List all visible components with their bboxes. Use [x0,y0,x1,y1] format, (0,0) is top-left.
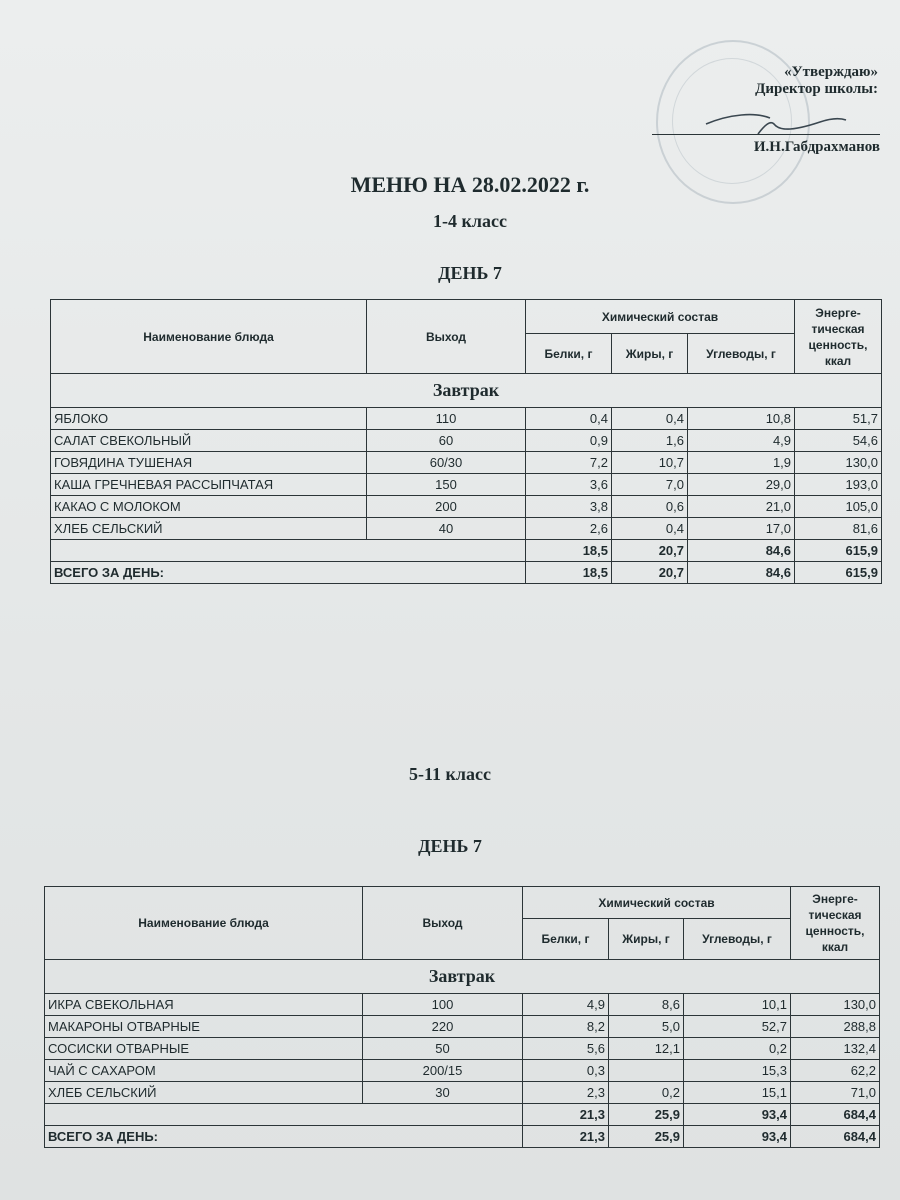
dish-protein: 0,4 [526,408,612,430]
dish-carbs: 10,1 [684,994,791,1016]
dish-name: МАКАРОНЫ ОТВАРНЫЕ [45,1016,363,1038]
dish-name: САЛАТ СВЕКОЛЬНЫЙ [51,430,367,452]
dish-kcal: 62,2 [791,1060,880,1082]
menu-table-grades-5-11 [44,886,880,1148]
dish-fat: 0,4 [612,518,688,540]
dish-protein: 8,2 [523,1016,609,1038]
dish-name: ГОВЯДИНА ТУШЕНАЯ [51,452,367,474]
grade-heading-2: 5-11 класс [409,764,491,784]
dish-name: КАКАО С МОЛОКОМ [51,496,367,518]
dish-fat: 0,2 [609,1082,684,1104]
dish-fat [609,1060,684,1082]
header-protein: Белки, г [526,334,612,374]
dish-fat: 0,6 [612,496,688,518]
dish-protein: 0,3 [523,1060,609,1082]
dish-row [45,1016,880,1038]
dish-output: 30 [363,1082,523,1104]
dish-protein: 2,3 [523,1082,609,1104]
header-dish: Наименование блюда [51,300,367,374]
dish-output: 200/15 [363,1060,523,1082]
dish-name: ХЛЕБ СЕЛЬСКИЙ [45,1082,363,1104]
header-chem: Химический состав [526,300,795,334]
header-protein: Белки, г [523,919,609,960]
dish-name: ХЛЕБ СЕЛЬСКИЙ [51,518,367,540]
dish-output: 200 [367,496,526,518]
total-protein: 21,3 [523,1126,609,1148]
total-label: ВСЕГО ЗА ДЕНЬ: [45,1126,523,1148]
subtotal-fat: 25,9 [609,1104,684,1126]
total-kcal: 684,4 [791,1126,880,1148]
approval-director-title: Директор школы: [755,81,878,97]
dish-carbs: 15,1 [684,1082,791,1104]
day-heading-1: ДЕНЬ 7 [438,263,502,283]
dish-carbs: 1,9 [688,452,795,474]
total-fat: 25,9 [609,1126,684,1148]
header-dish: Наименование блюда [45,887,363,960]
dish-row [45,1060,880,1082]
dish-protein: 0,9 [526,430,612,452]
dish-name: СОСИСКИ ОТВАРНЫЕ [45,1038,363,1060]
dish-fat: 1,6 [612,430,688,452]
total-carbs: 84,6 [688,562,795,584]
dish-row [51,408,882,430]
meal-heading: Завтрак [45,960,880,994]
meal-heading: Завтрак [51,374,882,408]
header-output: Выход [363,887,523,960]
dish-row [51,474,882,496]
total-kcal: 615,9 [795,562,882,584]
total-label: ВСЕГО ЗА ДЕНЬ: [51,562,526,584]
dish-kcal: 54,6 [795,430,882,452]
subtotal-kcal: 684,4 [791,1104,880,1126]
dish-fat: 10,7 [612,452,688,474]
dish-kcal: 71,0 [791,1082,880,1104]
header-fat: Жиры, г [609,919,684,960]
header-carbs: Углеводы, г [684,919,791,960]
dish-carbs: 21,0 [688,496,795,518]
dish-kcal: 130,0 [791,994,880,1016]
dish-output: 220 [363,1016,523,1038]
dish-kcal: 132,4 [791,1038,880,1060]
dish-row [45,994,880,1016]
dish-carbs: 4,9 [688,430,795,452]
header-energy: Энерге-тическая ценность, ккал [791,887,880,960]
dish-carbs: 15,3 [684,1060,791,1082]
subtotal-label-cell [45,1104,523,1126]
header-energy: Энерге-тическая ценность, ккал [795,300,882,374]
header-output: Выход [367,300,526,374]
subtotal-kcal: 615,9 [795,540,882,562]
director-name: И.Н.Габдрахманов [753,139,880,155]
dish-name: ЧАЙ С САХАРОМ [45,1060,363,1082]
dish-protein: 3,6 [526,474,612,496]
dish-kcal: 288,8 [791,1016,880,1038]
dish-fat: 12,1 [609,1038,684,1060]
dish-output: 40 [367,518,526,540]
dish-row [51,496,882,518]
dish-carbs: 29,0 [688,474,795,496]
dish-carbs: 10,8 [688,408,795,430]
dish-kcal: 81,6 [795,518,882,540]
dish-name: КАША ГРЕЧНЕВАЯ РАССЫПЧАТАЯ [51,474,367,496]
dish-row [45,1082,880,1104]
dish-output: 50 [363,1038,523,1060]
subtotal-carbs: 84,6 [688,540,795,562]
dish-row [51,452,882,474]
dish-carbs: 0,2 [684,1038,791,1060]
subtotal-protein: 18,5 [526,540,612,562]
dish-name: ИКРА СВЕКОЛЬНАЯ [45,994,363,1016]
dish-kcal: 130,0 [795,452,882,474]
dish-output: 100 [363,994,523,1016]
grade-heading-1: 1-4 класс [433,211,507,231]
dish-protein: 4,9 [523,994,609,1016]
dish-carbs: 17,0 [688,518,795,540]
dish-row [51,518,882,540]
dish-kcal: 51,7 [795,408,882,430]
subtotal-protein: 21,3 [523,1104,609,1126]
dish-output: 60 [367,430,526,452]
menu-title: МЕНЮ НА 28.02.2022 г. [350,172,590,197]
dish-kcal: 193,0 [795,474,882,496]
header-fat: Жиры, г [612,334,688,374]
header-chem: Химический состав [523,887,791,919]
dish-protein: 7,2 [526,452,612,474]
dish-kcal: 105,0 [795,496,882,518]
dish-row [45,1038,880,1060]
signature-line [652,134,880,135]
dish-carbs: 52,7 [684,1016,791,1038]
header-carbs: Углеводы, г [688,334,795,374]
subtotal-label-cell [51,540,526,562]
total-fat: 20,7 [612,562,688,584]
subtotal-carbs: 93,4 [684,1104,791,1126]
dish-row [51,430,882,452]
total-protein: 18,5 [526,562,612,584]
dish-output: 150 [367,474,526,496]
dish-output: 60/30 [367,452,526,474]
dish-protein: 2,6 [526,518,612,540]
dish-protein: 5,6 [523,1038,609,1060]
dish-fat: 8,6 [609,994,684,1016]
subtotal-fat: 20,7 [612,540,688,562]
director-signature [700,108,850,142]
dish-protein: 3,8 [526,496,612,518]
day-heading-2: ДЕНЬ 7 [418,836,482,856]
approval-heading: «Утверждаю» [784,64,878,80]
total-carbs: 93,4 [684,1126,791,1148]
menu-table-grades-1-4 [50,299,882,584]
dish-fat: 7,0 [612,474,688,496]
dish-name: ЯБЛОКО [51,408,367,430]
dish-output: 110 [367,408,526,430]
approval-block [755,64,878,98]
dish-fat: 5,0 [609,1016,684,1038]
dish-fat: 0,4 [612,408,688,430]
